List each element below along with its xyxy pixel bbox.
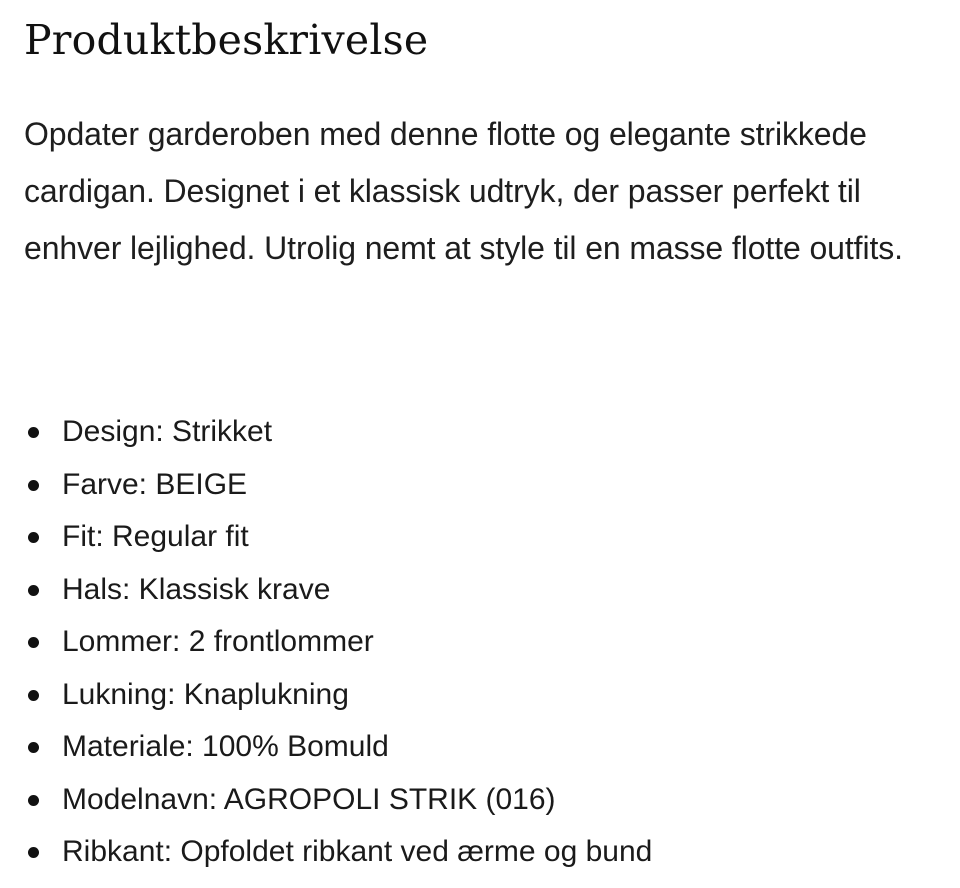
bullet-icon	[28, 480, 39, 491]
spec-text: Ribkant: Opfoldet ribkant ved ærme og bund	[62, 835, 653, 868]
spec-item-color	[24, 459, 924, 512]
spec-text: Farve: BEIGE	[62, 467, 248, 501]
bullet-icon	[28, 847, 39, 858]
bullet-icon	[28, 532, 39, 543]
spec-item-pockets	[24, 616, 924, 669]
bullet-icon	[28, 795, 39, 806]
spec-item-rib-edge	[24, 826, 924, 879]
bullet-icon	[28, 585, 39, 596]
bullet-icon	[28, 690, 39, 701]
product-specs-list	[24, 406, 924, 879]
bullet-icon	[28, 427, 39, 438]
spec-text: Materiale: 100% Bomuld	[62, 730, 389, 763]
bullet-icon	[28, 742, 39, 753]
spec-text: Hals: Klassisk krave	[62, 572, 331, 606]
spec-text: Design: Strikket	[62, 415, 273, 448]
spec-text: Lommer: 2 frontlommer	[62, 625, 374, 658]
section-heading: Produktbeskrivelse	[24, 16, 429, 64]
spec-item-material	[24, 721, 924, 774]
spec-item-fit	[24, 511, 924, 564]
spec-text: Modelnavn: AGROPOLI STRIK (016)	[62, 782, 556, 816]
product-description-section	[24, 0, 944, 868]
spec-text: Lukning: Knaplukning	[62, 677, 349, 711]
product-description-text: Opdater garderoben med denne flotte og elegante strikkede cardigan. Designet i et klassisk udtryk, der passer perfekt til enhver lejlighed. Utrolig nemt at style til en masse flotte outfits.	[24, 116, 903, 266]
spec-item-design	[24, 406, 924, 459]
spec-item-neck	[24, 564, 924, 617]
spec-item-closure	[24, 669, 924, 722]
bullet-icon	[28, 637, 39, 648]
spec-item-model-name	[24, 774, 924, 827]
spec-text: Fit: Regular fit	[62, 520, 249, 553]
